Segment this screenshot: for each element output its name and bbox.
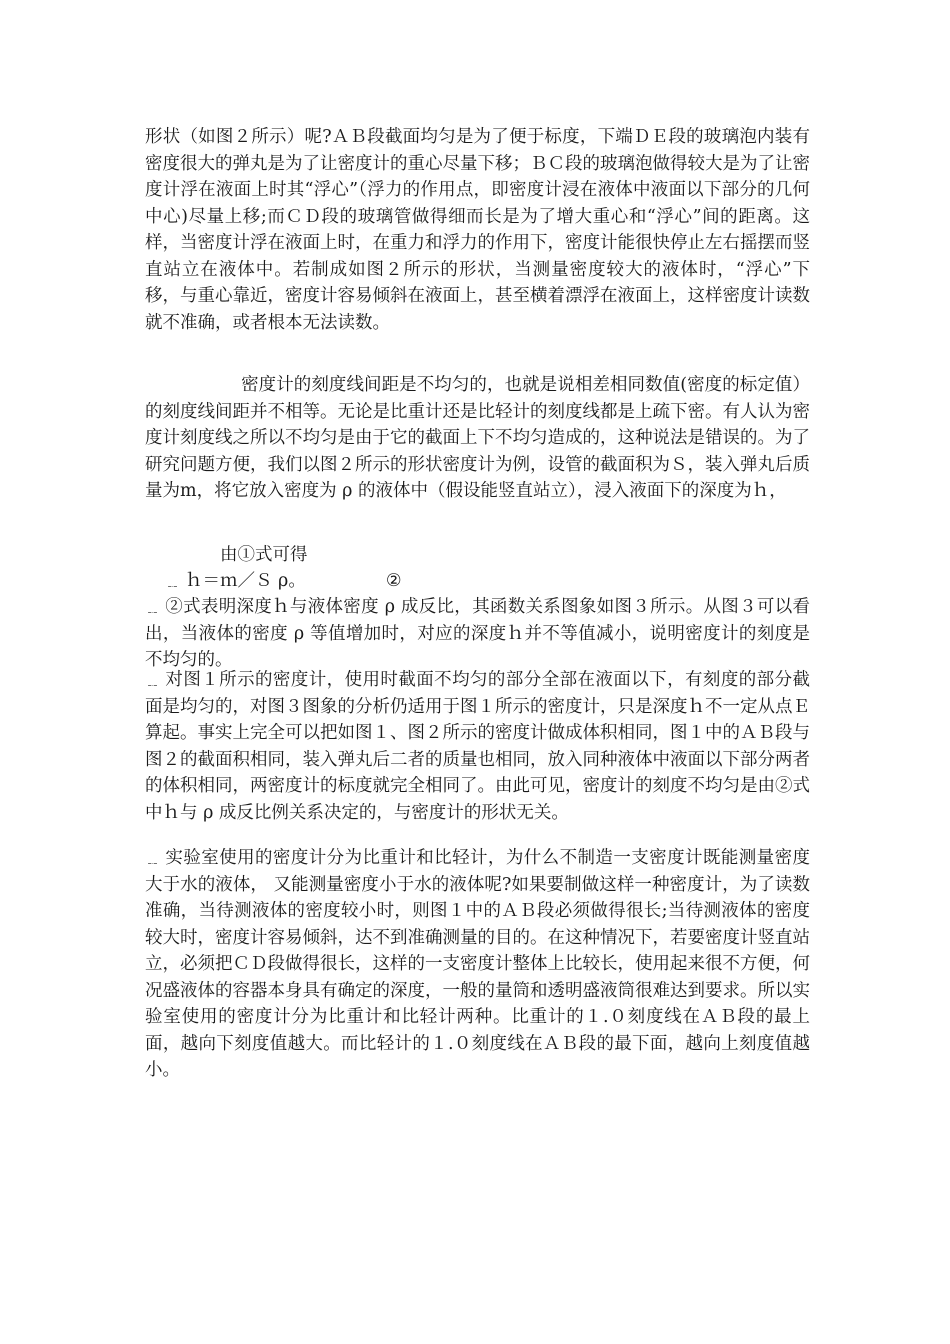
paragraph-scale-spacing xyxy=(145,372,810,505)
paragraph-lab-hydrometer-text: 实验室使用的密度计分为比重计和比轻计，为什么不制造一支密度计既能测量密度大于水的液体， 又能测量密度小于水的液体呢?如果要制做这样一种密度计，为了读数准确，当待测液体的密度较小时，则图１中的ＡＢ段必须做得很长;当待测液体的密度较大时，密度计容易倾斜，达不到准确测量的目的。在这种情况下，若要密度计竖直站立，必须把ＣＤ段做得很长，这样的一支密度计整体上比较长，使用起来很不方便，何况盛液体的容器本身具有确定的深度，一般的量筒和透明盛液筒很难达到要求。所以实验室使用的密度计分为比重计和比轻计两种。比重计的１.０刻度线在ＡＢ段的最上面，越向下刻度值越大。而比轻计的１.０刻度线在ＡＢ段的最下面，越向上刻度值越小。 xyxy=(145,848,810,1080)
formula-text: ｈ＝ｍ／Ｓ ρ。 xyxy=(185,571,306,591)
paragraph-mark-icon: ﹎ xyxy=(145,598,161,616)
paragraph-lab-hydrometer xyxy=(145,845,810,1084)
derive-line: 由①式可得 xyxy=(220,545,308,565)
paragraph-figure1-analysis-text: 对图１所示的密度计，使用时截面不均匀的部分全部在液面以下，有刻度的部分截面是均匀的，对图３图象的分析仍适用于图１所示的密度计，只是深度ｈ不一定从点Ｅ算起。事实上完全可以把如图１、图２所示的密度计做成体积相同，图１中的ＡＢ段与图２的截面积相同，装入弹丸后二者的质量也相同，放入同种液体中液面以下部分两者的体积相同，两密度计的标度就完全相同了。由此可见，密度计的刻度不均匀是由②式中ｈ与 ρ 成反比例关系决定的，与密度计的形状无关。 xyxy=(145,670,810,823)
paragraph-scale-spacing-text: 密度计的刻度线间距是不均匀的，也就是说相差相同数值(密度的标定值）的刻度线间距并不相等。无论是比重计还是比轻计的刻度线都是上疏下密。有人认为密度计刻度线之所以不均匀是由于它的截面上下不均匀造成的，这种说法是错误的。为了研究问题方便，我们以图２所示的形状密度计为例，设管的截面积为Ｓ，装入弹丸后质量为m，将它放入密度为 ρ 的液体中（假设能竖直站立），浸入液面下的深度为ｈ， xyxy=(145,375,810,501)
paragraph-inverse-proportion-text: ②式表明深度ｈ与液体密度 ρ 成反比，其函数关系图象如图３所示。从图３可以看出，当液体的密度 ρ 等值增加时，对应的深度ｈ并不等值减小，说明密度计的刻度是不均匀的。 xyxy=(145,597,810,670)
formula-line xyxy=(165,568,665,595)
paragraph-buoyancy-center: 形状（如图２所示）呢?ＡＢ段截面均匀是为了便于标度，下端ＤＥ段的玻璃泡内装有密度很大的弹丸是为了让密度计的重心尽量下移；ＢＣ段的玻璃泡做得较大是为了让密度计浮在液面上时其“浮心”（浮力的作用点，即密度计浸在液体中液面以下部分的几何中心)尽量上移;而ＣＤ段的玻璃管做得细而长是为了增大重心和“浮心”间的距离。这样，当密度计浮在液面上时，在重力和浮力的作用下，密度计能很快停止左右摇摆而竖直站立在液体中。若制成如图２所示的形状，当测量密度较大的液体时，“浮心”下移，与重心靠近，密度计容易倾斜在液面上，甚至横着漂浮在液面上，这样密度计读数就不准确，或者根本无法读数。 xyxy=(145,127,810,333)
paragraph-mark-icon: ﹎ xyxy=(145,849,161,867)
paragraph-figure1-analysis xyxy=(145,667,810,826)
paragraph-mark-icon: ﹎ xyxy=(165,572,181,590)
paragraph-mark-icon: ﹎ xyxy=(145,671,161,689)
paragraph-inverse-proportion xyxy=(145,594,810,674)
formula-number: ② xyxy=(385,571,402,591)
